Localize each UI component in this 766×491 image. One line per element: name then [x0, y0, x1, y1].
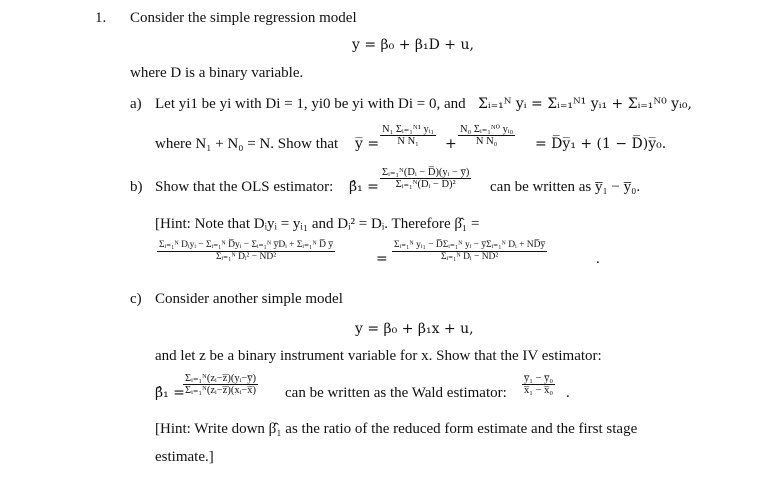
fraction-1	[380, 124, 436, 147]
ols-fraction-denominator: Σᵢ₌₁ᴺ(Dᵢ − D̅)²	[395, 179, 456, 190]
hint-fraction-1	[157, 240, 335, 263]
fraction-1-numerator: N₁ Σᵢ₌₁ᴺ¹ yᵢ₁	[382, 124, 435, 135]
problem-intro: Consider the simple regression model	[130, 10, 357, 26]
wald-fraction-group	[520, 373, 557, 396]
part-b-label: b)	[130, 179, 143, 195]
part-c-hint-line-2: estimate.]	[155, 449, 214, 465]
sum-identity: Σᵢ₌₁ᴺ yᵢ = Σᵢ₌₁ᴺ¹ yᵢ₁ + Σᵢ₌₁ᴺ⁰ yᵢ₀,	[478, 96, 692, 112]
part-a-label: a)	[130, 96, 142, 112]
hint-period: .	[596, 251, 600, 267]
ols-fraction-group	[378, 167, 473, 190]
instrument-text: and let z be a binary instrument variable for x. Show that the IV estimator:	[155, 348, 602, 364]
plus-sign: +	[445, 136, 457, 152]
wald-fraction-numerator: y̅₁ − y̅₀	[524, 373, 553, 384]
part-b-tail: can be written as y̅₁ − y̅₀.	[490, 179, 641, 195]
part-c-tail: can be written as the Wald estimator:	[285, 385, 507, 401]
hint-fraction-group-1	[155, 240, 337, 263]
wald-fraction	[522, 373, 555, 396]
beta-hat-iv: β̂₁ =	[155, 385, 185, 401]
iv-fraction-denominator: Σᵢ₌₁ᴺ(zᵢ−z̅)(xᵢ−x̅)	[185, 385, 256, 396]
ols-fraction-numerator: Σᵢ₌₁ᴺ(Dᵢ − D̅)(yᵢ − y̅)	[382, 167, 470, 178]
part-a-text: Let yi1 be yi with Di = 1, yi0 be yi with Di = 0, and	[155, 96, 466, 112]
part-c-text: Consider another simple model	[155, 291, 343, 307]
iv-fraction	[183, 373, 258, 396]
wald-fraction-denominator: x̅₁ − x̅₀	[524, 385, 553, 396]
part-a-result: = D̅y̅₁ + (1 − D̅)y̅₀.	[535, 136, 667, 152]
hint-fraction-2-denominator: Σᵢ₌₁ᴺ Dᵢ − ND̅²	[441, 252, 499, 262]
problem-number: 1.	[95, 10, 107, 26]
hint-fraction-2-numerator: Σᵢ₌₁ᴺ yᵢ₁ − D̅Σᵢ₌₁ᴺ yᵢ − y̅Σᵢ₌₁ᴺ Dᵢ + ND̅y̅	[394, 240, 546, 250]
fraction-2-numerator: N₀ Σᵢ₌₁ᴺ⁰ yᵢ₀	[460, 124, 514, 135]
iv-fraction-numerator: Σᵢ₌₁ᴺ(zᵢ−z̅)(yᵢ−y̅)	[185, 373, 256, 384]
fraction-group-2	[456, 124, 517, 147]
part-a-where-text: where N₁ + N₀ = N. Show that	[155, 136, 339, 152]
hint-fraction-1-numerator: Σᵢ₌₁ᴺ Dᵢyᵢ − Σᵢ₌₁ᴺ D̅yᵢ − Σᵢ₌₁ᴺ y̅Dᵢ + Σᵢ₌₁ᴺ D̅ y̅	[159, 240, 334, 250]
hint-equals: =	[376, 251, 388, 267]
fraction-2-denominator: N N₀	[475, 136, 498, 147]
hint-fraction-2	[392, 240, 547, 263]
fraction-group-1	[378, 124, 438, 147]
part-b-text: Show that the OLS estimator:	[155, 179, 334, 195]
iv-model-equation: y = β₀ + β₁x + u,	[355, 321, 474, 337]
hint-fraction-1-denominator: Σᵢ₌₁ᴺ Dᵢ² − ND̅²	[215, 252, 277, 262]
wald-period: .	[566, 385, 570, 401]
part-c-label: c)	[130, 291, 142, 307]
hint-fraction-group-2	[390, 240, 549, 263]
part-b-hint: [Hint: Note that Dᵢyᵢ = yᵢ₁ and Dᵢ² = Dᵢ. Therefore β̂₁ =	[155, 216, 480, 232]
binary-variable-note: where D is a binary variable.	[130, 65, 304, 81]
beta-hat-ols: β̂₁ =	[349, 179, 379, 195]
ols-fraction	[380, 167, 471, 190]
ybar-symbol: y̅ =	[355, 136, 380, 152]
iv-fraction-group	[181, 373, 260, 396]
fraction-2	[458, 124, 515, 147]
model-equation: y = β₀ + β₁D + u,	[352, 37, 474, 53]
fraction-1-denominator: N N₁	[397, 136, 419, 147]
part-c-hint-line-1: [Hint: Write down β̂₁ as the ratio of the reduced form estimate and the first stage	[155, 421, 638, 437]
